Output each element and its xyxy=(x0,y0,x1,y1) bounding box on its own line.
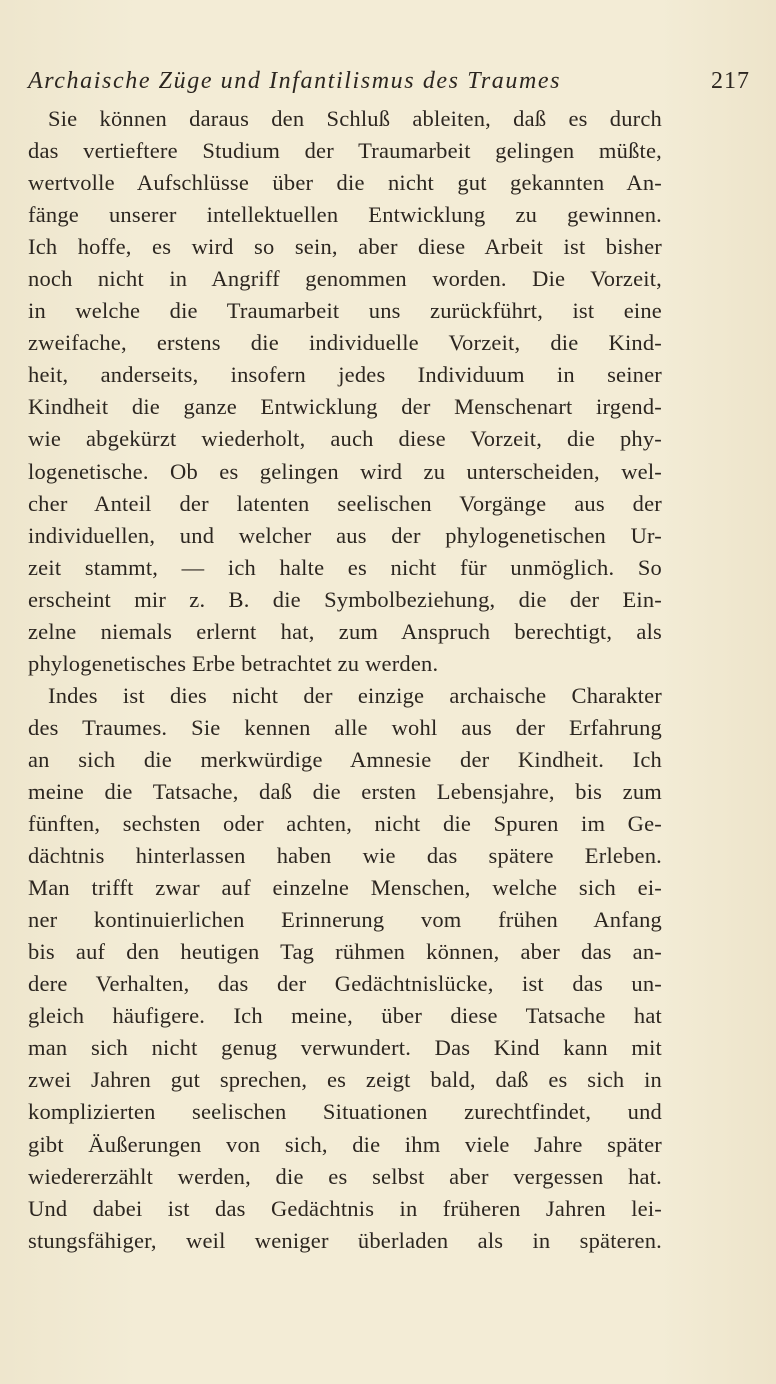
text-line: zeit stammt, — ich halte es nicht für unmöglich. So xyxy=(28,554,662,580)
text-line: Sie können daraus den Schluß ableiten, daß es durch xyxy=(48,106,662,131)
text-line: heit, anderseits, insofern jedes Individuum in seiner xyxy=(28,362,662,388)
text-line: individuellen, und welcher aus der phylogenetischen Ur- xyxy=(28,522,662,548)
text-line: zelne niemals erlernt hat, zum Anspruch berechtigt, als xyxy=(28,618,662,644)
text-line: des Traumes. Sie kennen alle wohl aus der Erfahrung xyxy=(28,714,662,740)
text-line: gleich häufigere. Ich meine, über diese Tatsache hat xyxy=(28,1003,662,1029)
text-line: wie abgekürzt wiederholt, auch diese Vorzeit, die phy- xyxy=(28,426,662,452)
running-title: Archaische Züge und Infantilismus des Traumes xyxy=(28,68,562,94)
text-line: erscheint mir z. B. die Symbolbeziehung, die der Ein- xyxy=(28,586,662,612)
text-line: wertvolle Aufschlüsse über die nicht gut gekannten An- xyxy=(28,170,662,196)
text-line: in welche die Traumarbeit uns zurückführt, ist eine xyxy=(28,298,662,324)
text-line: fünften, sechsten oder achten, nicht die Spuren im Ge- xyxy=(28,811,662,837)
text-line: phylogenetisches Erbe betrachtet zu werden. xyxy=(28,650,439,676)
page-header xyxy=(28,68,750,102)
page-number: 217 xyxy=(711,68,750,94)
text-line: meine die Tatsache, daß die ersten Lebensjahre, bis zum xyxy=(28,778,662,804)
text-line: ner kontinuierlichen Erinnerung vom frühen Anfang xyxy=(28,907,662,933)
text-line: Ich hoffe, es wird so sein, aber diese Arbeit ist bisher xyxy=(28,234,662,260)
text-line: gibt Äußerungen von sich, die ihm viele Jahre später xyxy=(28,1131,662,1157)
text-line: das vertieftere Studium der Traumarbeit gelingen müßte, xyxy=(28,138,662,164)
text-line: wiedererzählt werden, die es selbst aber vergessen hat. xyxy=(28,1163,662,1189)
text-line: man sich nicht genug verwundert. Das Kind kann mit xyxy=(28,1035,662,1061)
text-line: Kindheit die ganze Entwicklung der Menschenart irgend- xyxy=(28,394,662,420)
text-line: cher Anteil der latenten seelischen Vorgänge aus der xyxy=(28,490,662,516)
text-line: dächtnis hinterlassen haben wie das spätere Erleben. xyxy=(28,843,662,869)
text-line: Man trifft zwar auf einzelne Menschen, welche sich ei- xyxy=(28,875,662,901)
text-line: dere Verhalten, das der Gedächtnislücke, ist das un- xyxy=(28,971,662,997)
text-line: komplizierten seelischen Situationen zurechtfindet, und xyxy=(28,1099,662,1125)
text-line: zweifache, erstens die individuelle Vorzeit, die Kind- xyxy=(28,330,662,356)
text-line: zwei Jahren gut sprechen, es zeigt bald, daß es sich in xyxy=(28,1067,662,1093)
text-line: Indes ist dies nicht der einzige archaische Charakter xyxy=(48,682,662,708)
body-text xyxy=(28,103,662,1257)
text-line: logenetische. Ob es gelingen wird zu unterscheiden, wel- xyxy=(28,458,662,484)
text-line: an sich die merkwürdige Amnesie der Kindheit. Ich xyxy=(28,746,662,772)
text-line: noch nicht in Angriff genommen worden. Die Vorzeit, xyxy=(28,266,662,292)
text-line: Und dabei ist das Gedächtnis in früheren Jahren lei- xyxy=(28,1195,662,1221)
text-line: stungsfähiger, weil weniger überladen als in späteren. xyxy=(28,1227,662,1253)
text-line: bis auf den heutigen Tag rühmen können, aber das an- xyxy=(28,939,662,965)
text-line: fänge unserer intellektuellen Entwicklung zu gewinnen. xyxy=(28,202,662,228)
